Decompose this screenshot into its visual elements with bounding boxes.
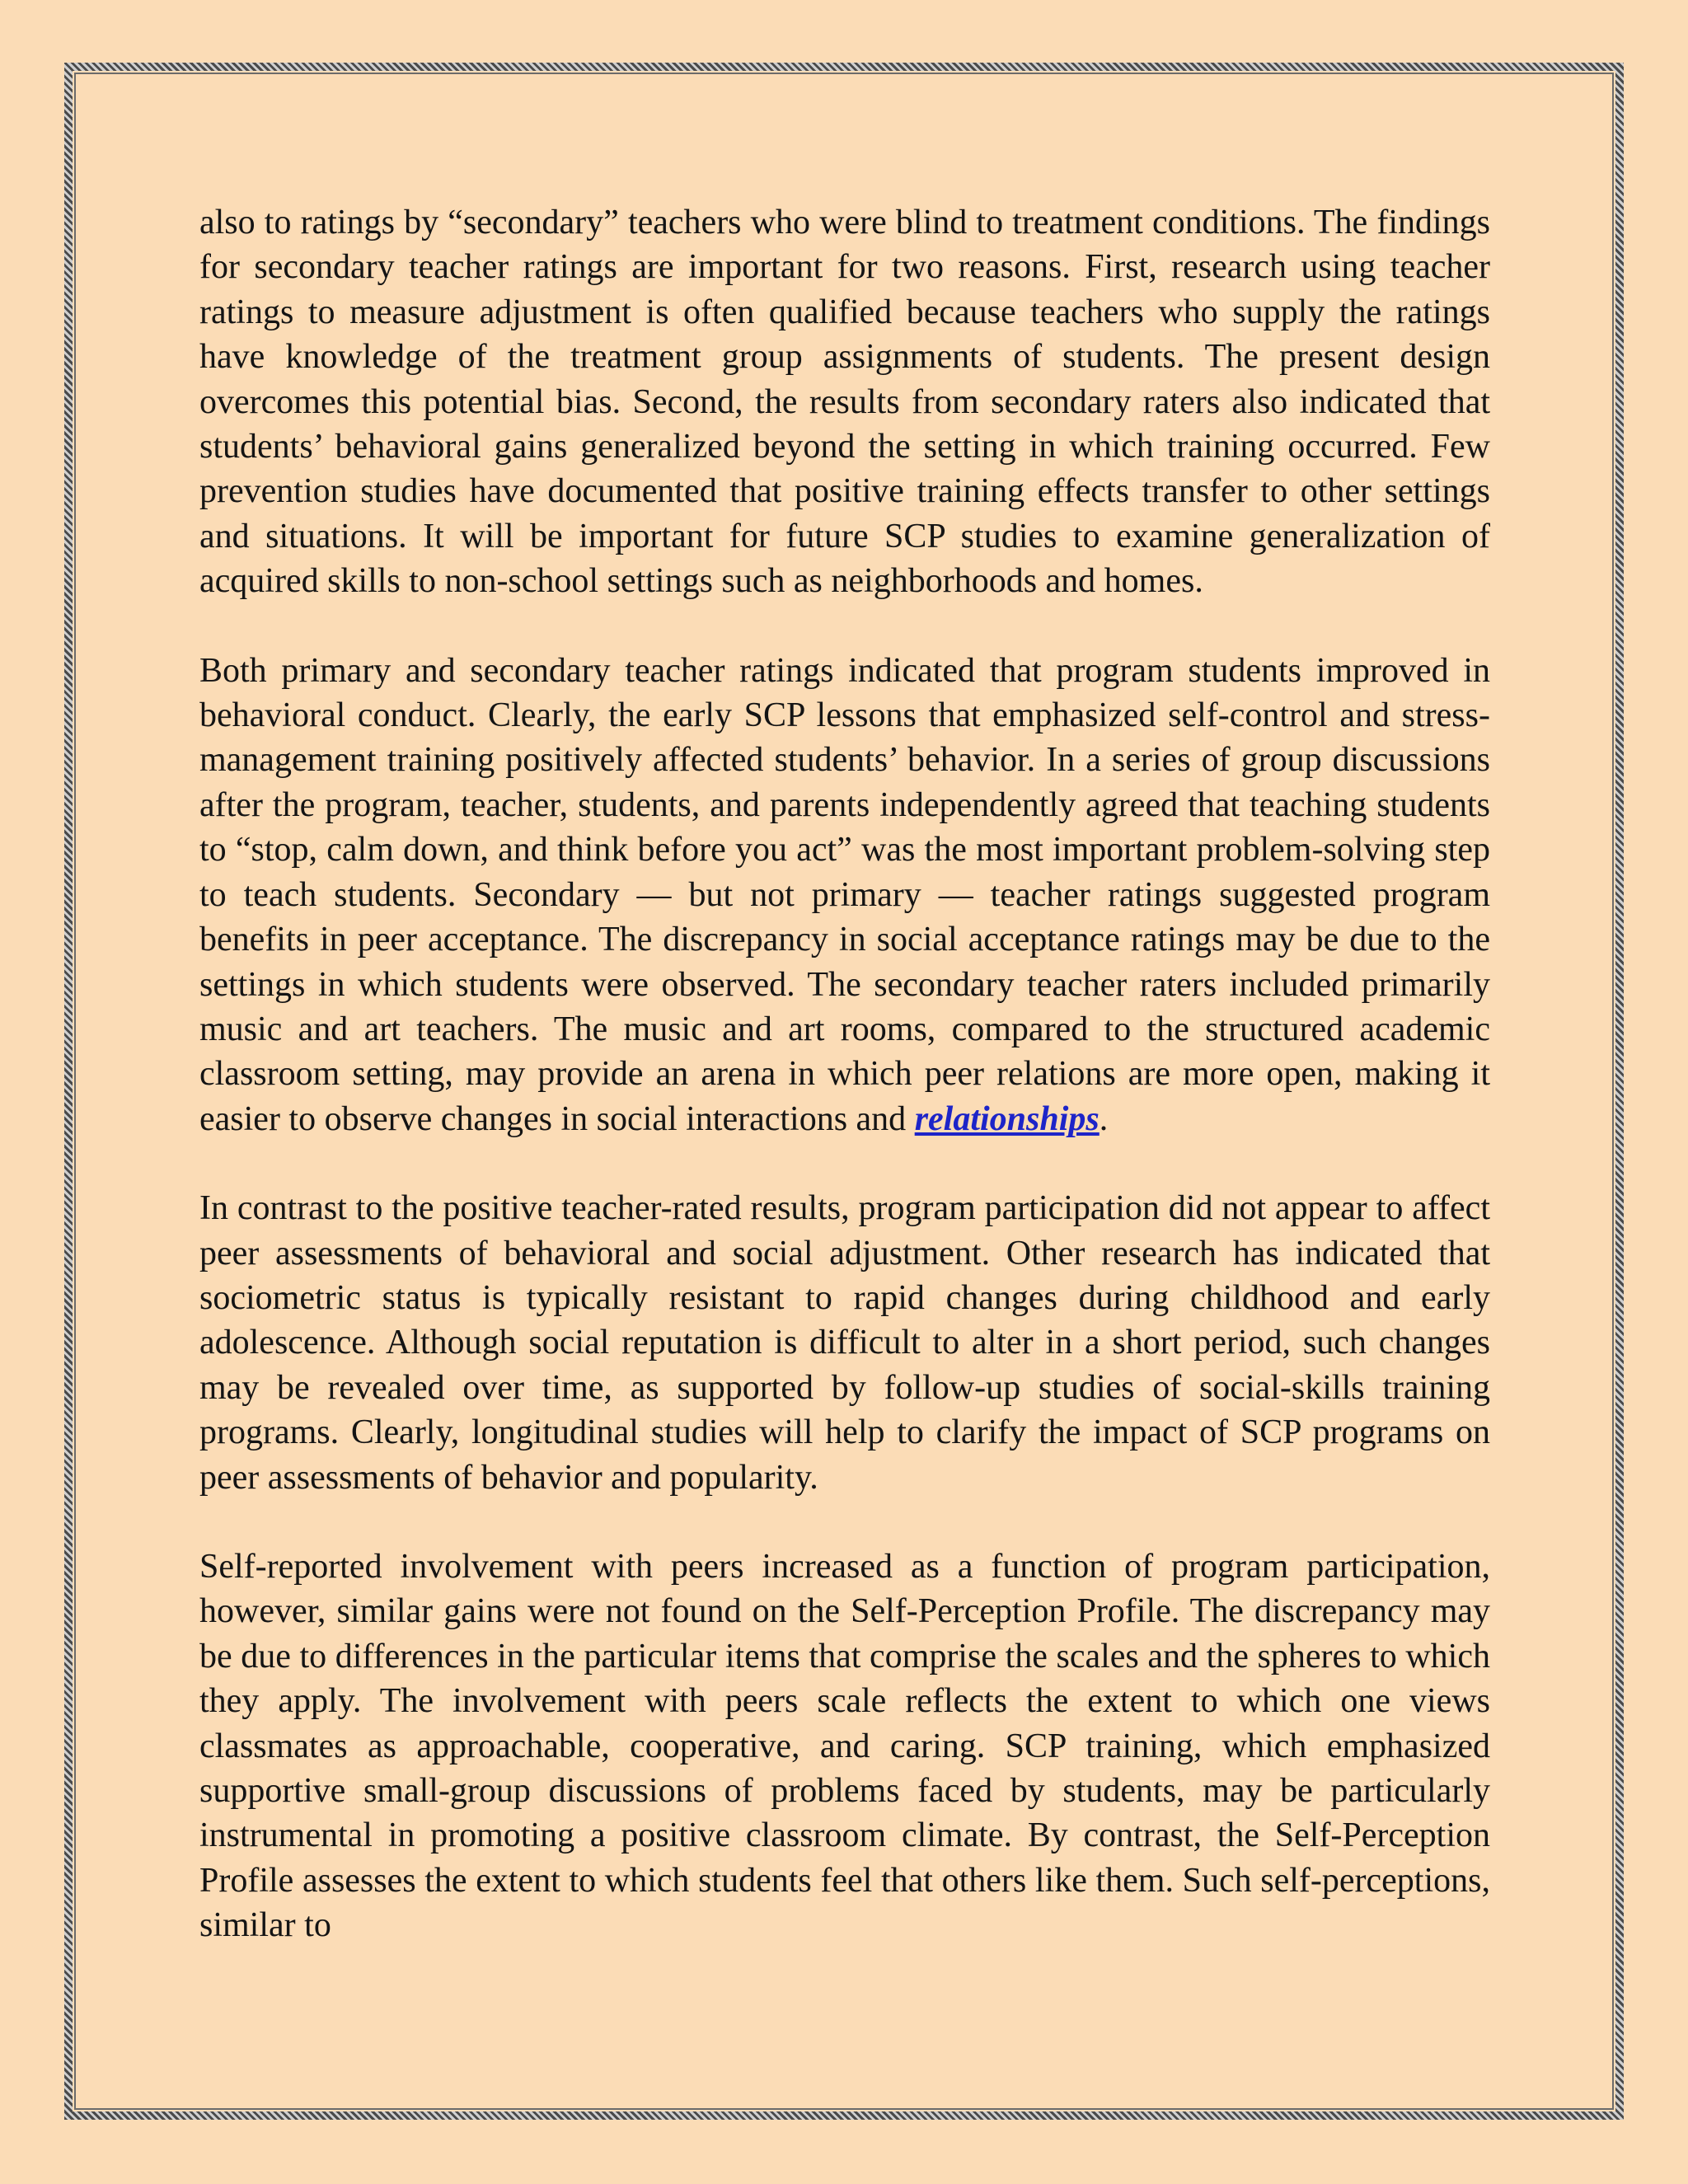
paragraph-2-end: . xyxy=(1099,1099,1109,1138)
document-body xyxy=(199,200,1490,1948)
paragraph-1: also to ratings by “secondary” teachers who were blind to treatment conditions. The findings for secondary teacher ratings are important for two reasons. First, research using teacher ratings to measure adjustment is often qualified because teachers who supply the ratings have knowledge of the treatment group assignments of students. The present design overcomes this potential bias. Second, the results from secondary raters also indicated that students’ behavioral gains generalized beyond the setting in which training occurred. Few prevention studies have documented that positive training effects transfer to other settings and situations. It will be important for future SCP studies to examine generalization of acquired skills to non-school settings such as neighborhoods and homes. xyxy=(199,204,1490,601)
paragraph-4: Self-reported involvement with peers increased as a function of program participation, however, similar gains were not found on the Self-Perception Profile. The discrepancy may be due to differences in the particular items that comprise the scales and the spheres to which they apply. The involvement with peers scale reflects the extent to which one views classmates as approachable, cooperative, and caring. SCP training, which emphasized supportive small-group discussions of problems faced by students, may be particularly instrumental in promoting a positive classroom climate. By contrast, the Self-Perception Profile assesses the extent to which students feel that others like them. Such self-perceptions, similar to xyxy=(199,1547,1490,1945)
paragraph-2 xyxy=(199,649,1490,1141)
relationships-link[interactable]: relationships xyxy=(914,1099,1100,1138)
paragraph-2-text: Both primary and secondary teacher ratings indicated that program students improved in behavioral conduct. Clearly, the early SCP lessons that emphasized self-control and stress-management training positively affected students’ behavior. In a series of group discussions after the program, teacher, students, and parents independently agreed that teaching students to “stop, calm down, and think before you act” was the most important problem-solving step to teach students. Secondary — but not primary — teacher ratings suggested program benefits in peer acceptance. The discrepancy in social acceptance ratings may be due to the settings in which students were observed. The secondary teacher raters included primarily music and art teachers. The music and art rooms, compared to the structured academic classroom setting, may provide an arena in which peer relations are more open, making it easier to observe changes in social interactions and xyxy=(199,651,1490,1138)
paragraph-3: In contrast to the positive teacher-rated results, program participation did not appear to affect peer assessments of behavioral and social adjustment. Other research has indicated that sociometric status is typically resistant to rapid changes during childhood and early adolescence. Although social reputation is difficult to alter in a short period, such changes may be revealed over time, as supported by follow-up studies of social-skills training programs. Clearly, longitudinal studies will help to clarify the impact of SCP programs on peer assessments of behavior and popularity. xyxy=(199,1189,1490,1497)
